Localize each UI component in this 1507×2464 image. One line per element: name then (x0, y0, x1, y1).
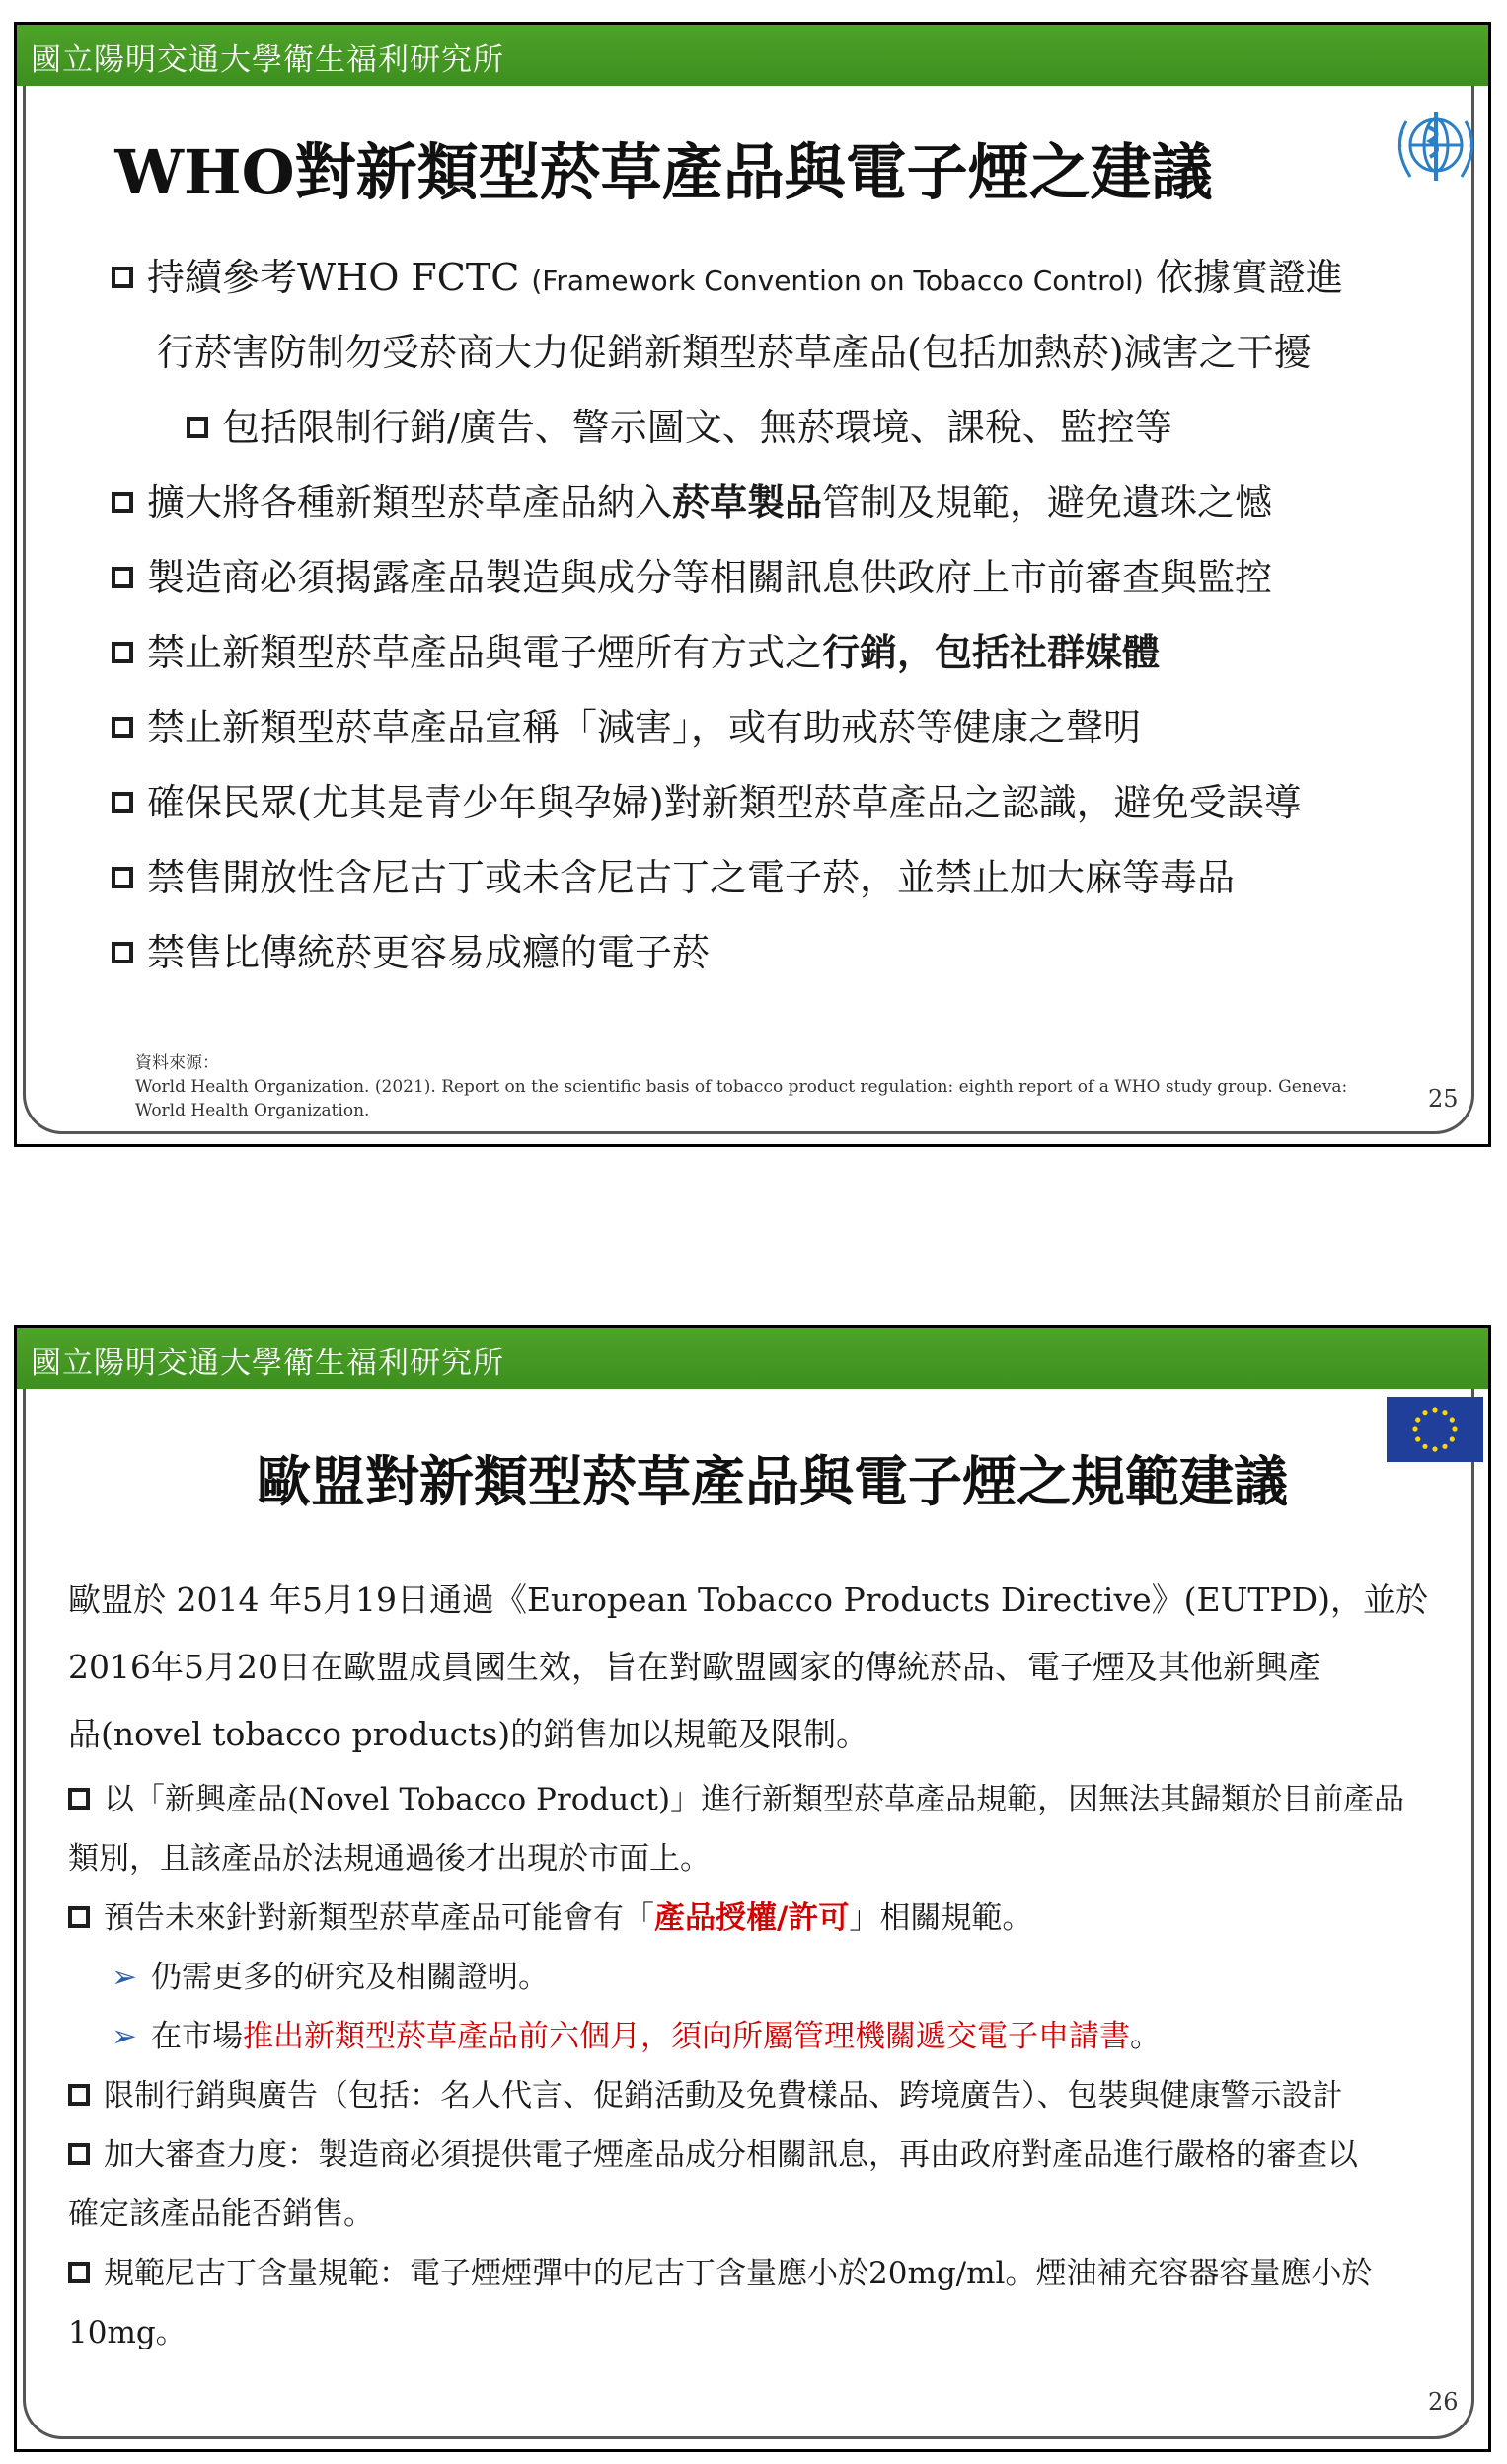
slide-title: 歐盟對新類型菸草產品與電子煙之規範建議 (256, 1449, 1288, 1513)
bullet-open-system-ban: 禁售開放性含尼古丁或未含尼古丁之電子菸，並禁止加大麻等毒品 (112, 852, 1429, 903)
bullet-harm-claims: 禁止新類型菸草產品宣稱「減害」，或有助戒菸等健康之聲明 (112, 702, 1429, 753)
square-bullet-icon (112, 717, 133, 738)
source-citation: 資料來源： World Health Organization. (2021). Report on the scientific basis of tobacco product regulation: eighth report of a WHO study group. Geneva: World Health Organization. (135, 1053, 1348, 1120)
institution-name: 國立陽明交通大學衛生福利研究所 (31, 1346, 504, 1381)
square-bullet-icon (68, 2143, 90, 2165)
bullet-marketing-restriction: 限制行銷與廣告（包括：名人代言、促銷活動及免費樣品、跨境廣告）、包裝與健康警示設計 (68, 2066, 1449, 2125)
slide-title: WHO對新類型菸草產品與電子煙之建議 (114, 136, 1213, 208)
intro-line-1: 歐盟於 2014 年5月19日通過《European Tobacco Products Directive》(EUTPD)，並於 (68, 1580, 1428, 1619)
bullet-review-line2: 確定該產品能否銷售。 (68, 2196, 374, 2232)
header-bar (17, 1328, 1488, 1389)
square-bullet-icon (112, 267, 133, 288)
bullet-fctc-line2: 行菸害防制勿受菸商大力促銷新類型菸草產品(包括加熱菸)減害之干擾 (157, 331, 1312, 374)
arrow-bullet-icon: ➢ (112, 1960, 137, 1995)
square-bullet-icon (187, 417, 208, 438)
square-bullet-icon (68, 1788, 90, 1810)
bullet-addictive-ban: 禁售比傳統菸更容易成癮的電子菸 (112, 927, 1429, 978)
bullet-public-awareness: 確保民眾(尤其是青少年與孕婦)對新類型菸草產品之認識，避免受誤導 (112, 777, 1429, 828)
bullet-disclosure: 製造商必須揭露產品製造與成分等相關訊息供政府上市前審查與監控 (112, 552, 1429, 603)
sub-bullet-restrictions: 包括限制行銷/廣告、警示圖文、無菸環境、課稅、監控等 (187, 402, 1429, 453)
bullet-expand-regulation: 擴大將各種新類型菸草產品納入菸草製品管制及規範，避免遺珠之憾 (112, 477, 1429, 528)
square-bullet-icon (112, 792, 133, 813)
bullet-authorization: 預告未來針對新類型菸草產品可能會有「產品授權/許可」相關規範。 (68, 1888, 1449, 1948)
bullet-review: 加大審查力度：製造商必須提供電子煙產品成分相關訊息，再由政府對產品進行嚴格的審查以 (68, 2125, 1449, 2185)
square-bullet-icon (112, 642, 133, 663)
bullet-nicotine-limit: 規範尼古丁含量規範：電子煙煙彈中的尼古丁含量應小於20mg/ml。煙油補充容器容量應小於 (68, 2244, 1449, 2303)
sub-bullet-research: ➢ 仍需更多的研究及相關證明。 (112, 1960, 549, 1995)
square-bullet-icon (68, 2084, 90, 2106)
bullet-fctc: 持續參考WHO FCTC (Framework Convention on Tobacco Control) 依據實證進 (112, 252, 1429, 307)
bullet-novel-product-line2: 類別，且該產品於法規通過後才出現於市面上。 (68, 1841, 711, 1877)
institution-name: 國立陽明交通大學衛生福利研究所 (31, 42, 504, 78)
page-number: 26 (1428, 2388, 1459, 2416)
square-bullet-icon (112, 867, 133, 888)
bullet-novel-product: 以「新興產品(Novel Tobacco Product)」進行新類型菸草產品規範，因無法其歸類於目前產品 (68, 1770, 1449, 1829)
square-bullet-icon (112, 567, 133, 588)
square-bullet-icon (68, 1906, 90, 1928)
square-bullet-icon (112, 492, 133, 513)
intro-line-3: 品(novel tobacco products)的銷售加以規範及限制。 (68, 1715, 869, 1753)
page-number: 25 (1428, 1085, 1459, 1113)
slide-25 (14, 22, 1491, 1147)
sub-bullet-application: ➢ 在市場推出新類型菸草產品前六個月，須向所屬管理機關遞交電子申請書。 (112, 2019, 1161, 2054)
slide-26 (14, 1325, 1491, 2452)
bullet-marketing-ban: 禁止新類型菸草產品與電子煙所有方式之行銷，包括社群媒體 (112, 627, 1429, 678)
intro-line-2: 2016年5月20日在歐盟成員國生效，旨在對歐盟國家的傳統菸品、電子煙及其他新興產 (68, 1648, 1320, 1686)
square-bullet-icon (112, 942, 133, 963)
square-bullet-icon (68, 2262, 90, 2283)
bullet-nicotine-limit-line2: 10mg。 (68, 2315, 187, 2350)
header-bar (17, 25, 1488, 86)
arrow-bullet-icon: ➢ (112, 2019, 137, 2054)
